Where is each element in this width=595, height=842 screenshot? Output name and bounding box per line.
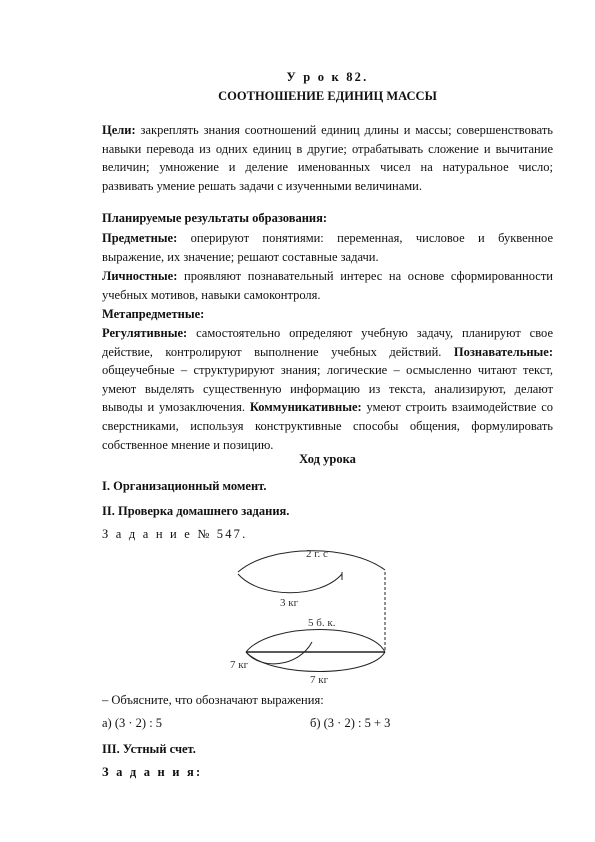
regulatory-label: Регулятивные: bbox=[102, 326, 188, 340]
label-bottom: 7 кг bbox=[310, 674, 329, 684]
section-homework-check: II. Проверка домашнего задания. bbox=[102, 504, 290, 518]
tasks-label: З а д а н и я: bbox=[102, 765, 203, 779]
planned-results-heading: Планируемые результаты образования: bbox=[102, 211, 328, 225]
label-left: 7 кг bbox=[230, 659, 249, 671]
expression-a: а) (3 · 2) : 5 bbox=[102, 716, 163, 730]
section-oral-count: III. Устный счет. bbox=[102, 742, 196, 756]
label-top-under: 3 кг bbox=[280, 597, 299, 609]
personal-paragraph bbox=[102, 267, 553, 304]
label-top: 2 г. с bbox=[306, 548, 328, 560]
personal-label: Личностные: bbox=[102, 269, 178, 283]
top-under-arc bbox=[238, 574, 342, 593]
communicative-label: Коммуникативные: bbox=[249, 400, 362, 415]
regulatory-text: самостоятельно определяют учебную задачу, планируют свое действие, контролируют выполнение учебных действий. bbox=[102, 326, 553, 359]
expression-b: б) (3 · 2) : 5 + 3 bbox=[310, 716, 391, 730]
goals-text: закреплять знания соотношений единиц длины и массы; совершенствовать навыки перевода из одних единиц в другие; отрабатывать сложение и вычитание величин; умножение и деление именованных чисел на натуральное число; развивать умение решать задачи с изученными величинами. bbox=[102, 123, 553, 193]
personal-text: проявляют познавательный интерес на основе сформированности учебных мотивов, навыки самоконтроля. bbox=[102, 269, 553, 302]
communicative-text: умеют строить взаимодействие со сверстниками, используя конструктивные способы общения, формулировать собственное мнение и позицию. bbox=[102, 400, 553, 452]
subject-label: Предметные: bbox=[102, 231, 178, 245]
cognitive-label: Познавательные: bbox=[453, 344, 553, 359]
bottom-arc bbox=[246, 652, 385, 672]
section-org-moment: I. Организационный момент. bbox=[102, 479, 267, 493]
lesson-number: У р о к 82. bbox=[286, 70, 369, 84]
course-title: Ход урока bbox=[299, 452, 356, 466]
subject-paragraph bbox=[102, 229, 553, 266]
label-mid: 5 б. к. bbox=[308, 617, 336, 629]
subject-text: оперируют понятиями: переменная, числовое и буквенное выражение, их значение; решают составные задачи. bbox=[102, 231, 553, 264]
question-text: – Объясните, что обозначают выражения: bbox=[102, 693, 324, 707]
goals-paragraph bbox=[102, 121, 553, 195]
lesson-title: СООТНОШЕНИЕ ЕДИНИЦ МАССЫ bbox=[218, 89, 437, 103]
cognitive-text: общеучебные – структурируют знания; логические – осмысленно читают текст, умеют выделять существенную информацию из текста, анализируют, делают выводы и умозаключения. bbox=[102, 363, 553, 415]
task-diagram bbox=[220, 544, 420, 684]
goals-label: Цели: bbox=[102, 123, 136, 137]
task-number: З а д а н и е № 547. bbox=[102, 527, 248, 541]
small-left-arc bbox=[246, 642, 312, 664]
meta-heading: Метапредметные: bbox=[102, 307, 205, 321]
middle-arc bbox=[246, 630, 385, 653]
regulatory-paragraph bbox=[102, 324, 553, 454]
